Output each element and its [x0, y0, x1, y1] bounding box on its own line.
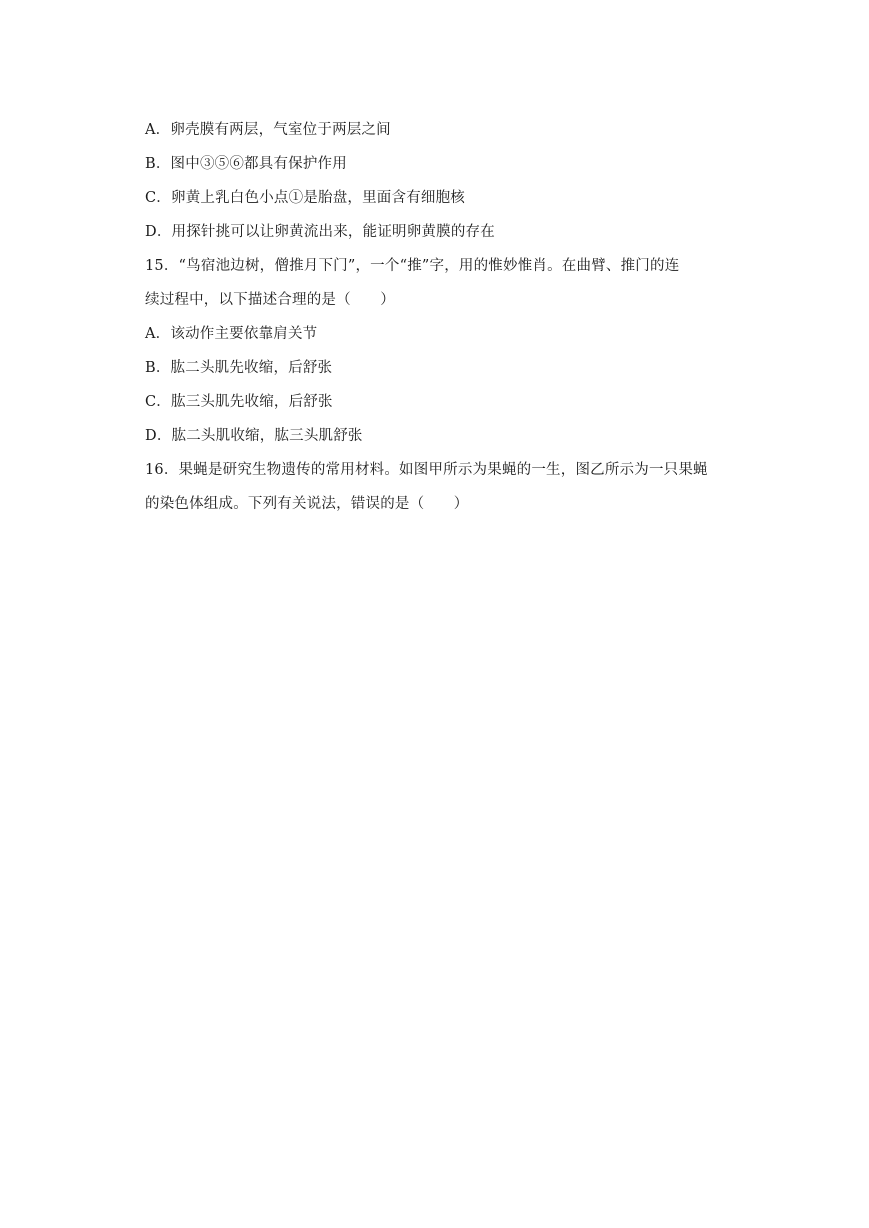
q16-stem-line2: 的染色体组成。下列有关说法，错误的是（ ） — [145, 496, 469, 512]
q14-option-b: B．图中③⑤⑥都具有保护作用 — [145, 156, 347, 172]
q15-option-b: B．肱二头肌先收缩，后舒张 — [145, 360, 333, 376]
q15-option-c: C．肱三头肌先收缩，后舒张 — [145, 394, 333, 410]
q16-stem-line1: 16．果蝇是研究生物遗传的常用材料。如图甲所示为果蝇的一生，图乙所示为一只果蝇 — [145, 462, 708, 478]
q15-option-d: D．肱二头肌收缩，肱三头肌舒张 — [145, 428, 363, 444]
q15-stem-line2: 续过程中，以下描述合理的是（ ） — [145, 292, 395, 308]
question-content — [145, 113, 735, 521]
q15-option-a: A．该动作主要依靠肩关节 — [145, 326, 318, 342]
q15-stem-line1: 15．“鸟宿池边树，僧推月下门”，一个“推”字，用的惟妙惟肖。在曲臂、推门的连 — [145, 258, 680, 274]
q14-option-d: D．用探针挑可以让卵黄流出来，能证明卵黄膜的存在 — [145, 224, 495, 240]
q14-option-a: A．卵壳膜有两层，气室位于两层之间 — [145, 122, 391, 138]
q14-option-c: C．卵黄上乳白色小点①是胎盘，里面含有细胞核 — [145, 190, 465, 206]
